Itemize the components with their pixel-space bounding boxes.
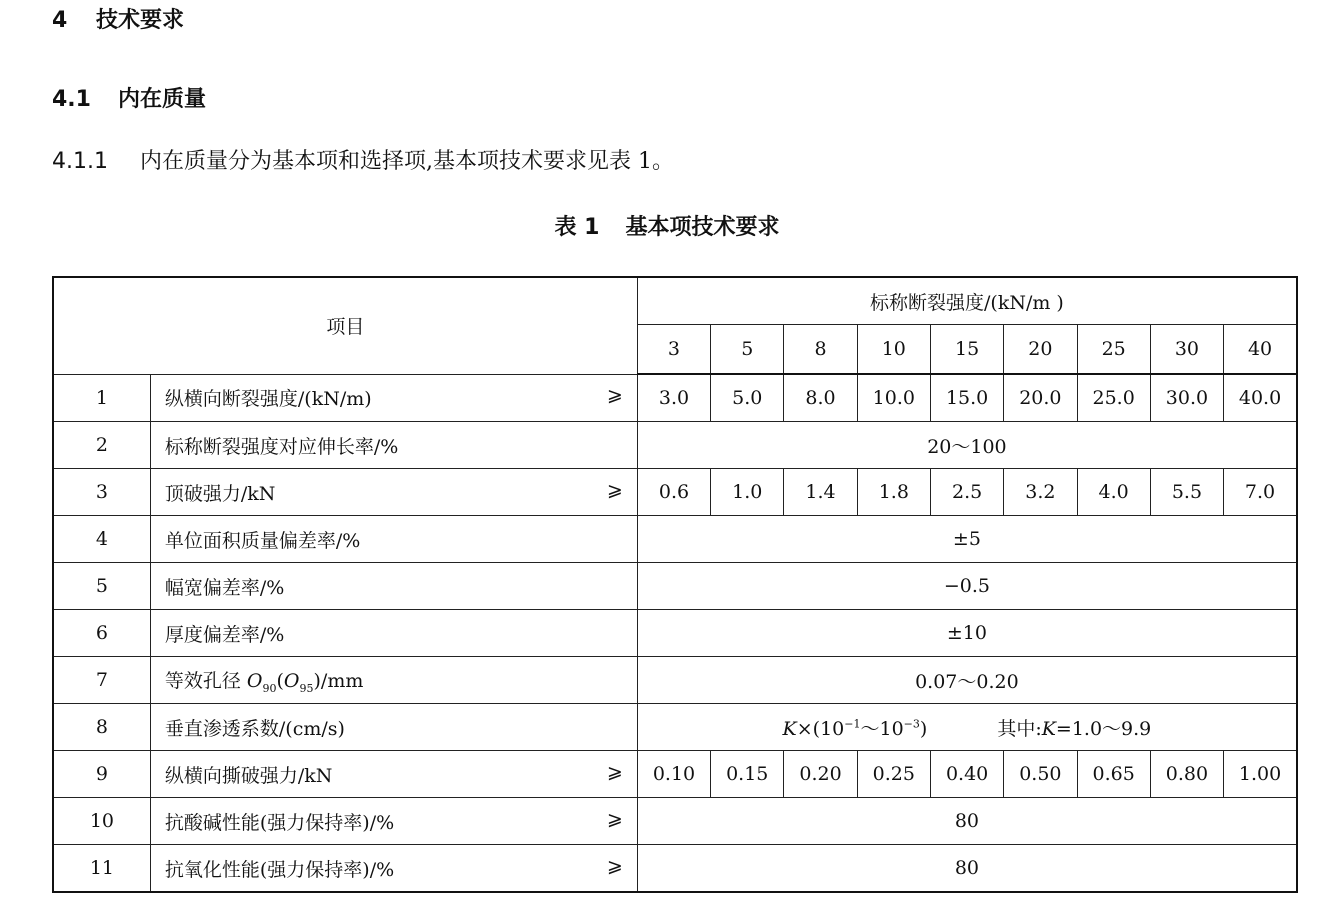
row-number: 1	[53, 374, 150, 422]
row-name: 单位面积质量偏差率/%	[150, 516, 637, 563]
strength-col-header: 20	[1004, 325, 1077, 375]
row-name: 垂直渗透系数/(cm/s)	[150, 704, 637, 751]
requirements-table	[52, 276, 1298, 893]
section-heading-4	[52, 3, 184, 34]
row-name-cell	[150, 751, 637, 798]
table-title: 基本项技术要求	[625, 215, 780, 240]
paren-open: (	[276, 669, 284, 692]
symbol-O: O	[283, 669, 300, 692]
row-number: 3	[53, 469, 150, 516]
section-number: 4	[52, 8, 68, 33]
name-prefix: 等效孔径	[164, 669, 247, 692]
value-text: )	[919, 717, 928, 740]
table-row	[53, 374, 1297, 422]
table-row	[53, 422, 1297, 469]
section-title: 技术要求	[96, 8, 185, 33]
ge-symbol: ⩾	[606, 760, 623, 783]
strength-col-header: 25	[1077, 325, 1150, 375]
value-cell: 2.5	[930, 469, 1003, 516]
name-suffix: )/mm	[313, 669, 364, 692]
row-name: 纵横向断裂强度/(kN/m)	[164, 388, 372, 411]
value-cell: 7.0	[1224, 469, 1297, 516]
merged-value-cell: 80	[637, 845, 1297, 893]
clause-number: 4.1.1	[52, 149, 108, 174]
value-cell: 1.00	[1224, 751, 1297, 798]
subscript: 90	[262, 681, 277, 695]
value-cell: 0.50	[1004, 751, 1077, 798]
row-name: 纵横向撕破强力/kN	[164, 764, 333, 787]
table-caption	[0, 210, 1334, 241]
clause-text: 内在质量分为基本项和选择项,基本项技术要求见表 1。	[140, 149, 674, 174]
table-row	[53, 610, 1297, 657]
value-cell: 3.2	[1004, 469, 1077, 516]
merged-value-cell: ±10	[637, 610, 1297, 657]
strength-col-header: 15	[930, 325, 1003, 375]
subsection-title: 内在质量	[118, 87, 207, 112]
ge-symbol: ⩾	[606, 384, 623, 407]
exponent: −3	[903, 717, 920, 731]
value-cell: 0.10	[637, 751, 710, 798]
table-row	[53, 563, 1297, 610]
merged-value-cell: 80	[637, 798, 1297, 845]
row-number: 4	[53, 516, 150, 563]
symbol-O: O	[246, 669, 263, 692]
row-number: 2	[53, 422, 150, 469]
value-cell: 3.0	[637, 374, 710, 422]
merged-value-cell	[637, 704, 1297, 751]
subscript: 95	[299, 681, 314, 695]
table-row	[53, 751, 1297, 798]
merged-value-cell: 0.07～0.20	[637, 657, 1297, 704]
value-cell: 1.8	[857, 469, 930, 516]
row-number: 5	[53, 563, 150, 610]
row-name	[150, 657, 637, 704]
row-name: 抗酸碱性能(强力保持率)/%	[164, 811, 395, 834]
value-text: =1.0～9.9	[1055, 717, 1152, 740]
value-cell: 0.15	[711, 751, 784, 798]
subsection-number: 4.1	[52, 87, 91, 112]
value-cell: 0.65	[1077, 751, 1150, 798]
row-name: 顶破强力/kN	[164, 482, 276, 505]
ge-symbol: ⩾	[606, 854, 623, 877]
value-cell: 15.0	[930, 374, 1003, 422]
row-name-cell	[150, 469, 637, 516]
value-cell: 1.0	[711, 469, 784, 516]
exponent: −1	[844, 717, 861, 731]
value-cell: 0.25	[857, 751, 930, 798]
row-number: 10	[53, 798, 150, 845]
table-row	[53, 469, 1297, 516]
strength-col-header: 8	[784, 325, 857, 375]
row-number: 9	[53, 751, 150, 798]
table-header-row	[53, 277, 1297, 325]
item-header-cell: 项目	[53, 277, 637, 374]
table-row	[53, 516, 1297, 563]
value-cell: 0.40	[930, 751, 1003, 798]
value-cell: 25.0	[1077, 374, 1150, 422]
row-number: 11	[53, 845, 150, 893]
table-number: 表 1	[554, 215, 600, 240]
strength-group-header: 标称断裂强度/(kN/m )	[637, 277, 1297, 325]
value-cell: 4.0	[1077, 469, 1150, 516]
strength-col-header: 10	[857, 325, 930, 375]
value-cell: 0.6	[637, 469, 710, 516]
value-cell: 8.0	[784, 374, 857, 422]
symbol-K: K	[1041, 717, 1056, 740]
ge-symbol: ⩾	[606, 478, 623, 501]
value-cell: 10.0	[857, 374, 930, 422]
table-row	[53, 657, 1297, 704]
value-cell: 40.0	[1224, 374, 1297, 422]
row-name-cell	[150, 798, 637, 845]
symbol-K: K	[782, 717, 797, 740]
value-cell: 0.80	[1150, 751, 1223, 798]
table-row	[53, 845, 1297, 893]
value-cell: 1.4	[784, 469, 857, 516]
row-number: 8	[53, 704, 150, 751]
strength-col-header: 5	[711, 325, 784, 375]
row-name: 厚度偏差率/%	[150, 610, 637, 657]
row-number: 6	[53, 610, 150, 657]
value-text: ×(10	[796, 717, 845, 740]
merged-value-cell: ±5	[637, 516, 1297, 563]
row-name-cell	[150, 374, 637, 422]
row-name: 标称断裂强度对应伸长率/%	[150, 422, 637, 469]
value-cell: 5.5	[1150, 469, 1223, 516]
strength-col-header: 40	[1224, 325, 1297, 375]
value-cell: 0.20	[784, 751, 857, 798]
table-row	[53, 704, 1297, 751]
row-number: 7	[53, 657, 150, 704]
row-name-cell	[150, 845, 637, 893]
row-name: 抗氧化性能(强力保持率)/%	[164, 858, 395, 881]
merged-value-cell: −0.5	[637, 563, 1297, 610]
ge-symbol: ⩾	[606, 807, 623, 830]
paragraph-4-1-1	[52, 144, 674, 175]
row-name: 幅宽偏差率/%	[150, 563, 637, 610]
section-heading-4-1	[52, 82, 206, 113]
merged-value-cell: 20～100	[637, 422, 1297, 469]
value-cell: 30.0	[1150, 374, 1223, 422]
value-cell: 5.0	[711, 374, 784, 422]
value-cell: 20.0	[1004, 374, 1077, 422]
value-text: ～10	[860, 717, 904, 740]
strength-col-header: 30	[1150, 325, 1223, 375]
table-row	[53, 798, 1297, 845]
strength-col-header: 3	[637, 325, 710, 375]
value-text: 其中:	[997, 717, 1042, 740]
